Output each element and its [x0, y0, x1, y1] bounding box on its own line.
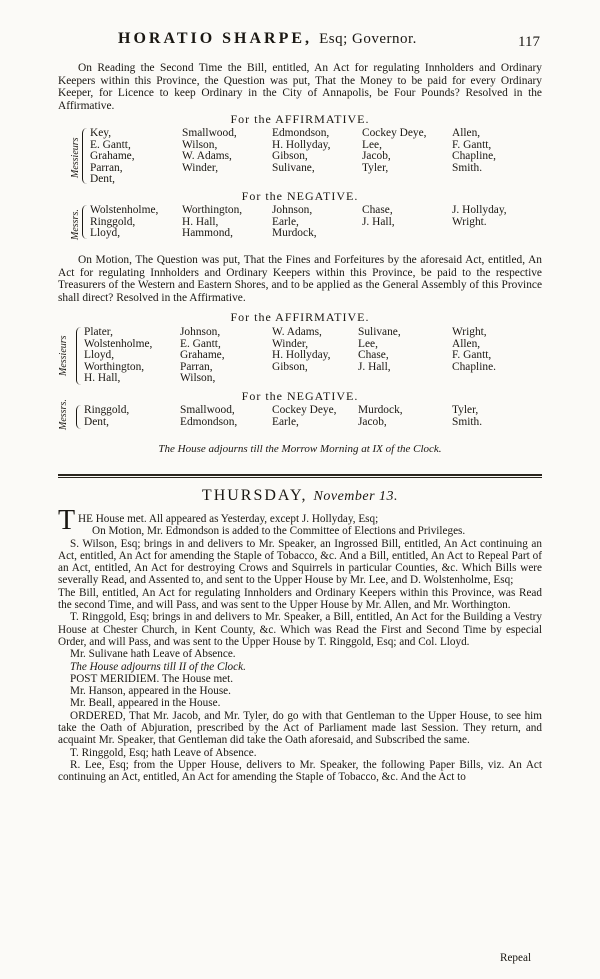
member-name: Chapline.	[452, 360, 496, 373]
proceeding-7: The House adjourns till II of the Clock.	[70, 660, 246, 673]
second-affirmative-column	[180, 327, 225, 385]
member-name: F. Gantt,	[452, 138, 492, 151]
member-name: Allen,	[452, 127, 481, 139]
member-name: H. Hall,	[182, 215, 219, 228]
member-name: Gibson,	[272, 360, 308, 373]
first-affirmative-column	[90, 128, 135, 186]
first-negative-names	[90, 205, 550, 241]
member-name: Cockey Deye,	[272, 404, 337, 416]
second-question-text: On Motion, The Question was put, That the Fines and Forfeitures by the aforesaid Act, entitled, An Act for regulating Innholders and Ordinary Keepers within this Province, be paid to the respective Treasurers of the Western and Eastern Shores, and to be applied as the General Assembly of this Province shall direct? Resolved in the Affirmative.	[58, 254, 542, 304]
member-name: Sulivane,	[272, 161, 315, 174]
section-rule-thin	[58, 477, 542, 478]
day-name: THURSDAY,	[201, 487, 308, 504]
member-name: Smith.	[452, 415, 483, 428]
second-negative-heading: For the NEGATIVE.	[241, 389, 359, 403]
member-name: W. Adams,	[182, 150, 232, 163]
member-name: Earle,	[272, 415, 299, 428]
member-name: Murdock,	[272, 227, 317, 240]
member-name: Cockey Deye,	[362, 127, 427, 139]
member-name: H. Hollyday,	[272, 138, 331, 151]
proceeding-3: S. Wilson, Esq; brings in and delivers to Mr. Speaker, an Ingrossed Bill, entitled, An Act continuing an Act, entitled, An Act for amending the Staple of Tobacco, &c. And a Bill, entitled, An Act to Repeal Part of an Act, entitled, An Act for destroying Crows and Squirrels in particular Counties, &c. Which Bills were severally Read, and Assented to, and sent to the Upper House by Mr. Lee, and D. Wolstenholme, Esq;	[58, 537, 542, 587]
member-name: Wilson,	[180, 372, 216, 385]
member-name: Lee,	[358, 337, 378, 350]
proceeding-12: T. Ringgold, Esq; hath Leave of Absence.	[70, 746, 257, 759]
member-name: Winder,	[182, 161, 219, 174]
second-negative-column	[272, 405, 337, 428]
first-negative-column	[272, 205, 317, 240]
member-name: Jacob,	[362, 150, 391, 163]
member-name: Smith.	[452, 161, 483, 174]
member-name: Murdock,	[358, 404, 403, 416]
first-negative-column	[90, 205, 158, 240]
first-affirmative-heading: For the AFFIRMATIVE.	[230, 112, 370, 126]
member-name: H. Hall,	[84, 372, 121, 385]
first-affirmative-column	[362, 128, 427, 174]
proceeding-2: On Motion, Mr. Edmondson is added to the Committee of Elections and Privileges.	[92, 525, 466, 538]
member-name: Chase,	[358, 349, 389, 362]
member-name: Dent,	[90, 173, 115, 186]
day-heading	[0, 487, 600, 505]
first-negative-label: Messrs.	[70, 209, 81, 240]
second-negative-brace	[76, 405, 83, 429]
member-name: Tyler,	[452, 404, 479, 416]
member-name: E. Gantt,	[180, 337, 221, 350]
member-name: Ringgold,	[84, 404, 130, 416]
second-affirmative-column	[452, 327, 496, 373]
member-name: Tyler,	[362, 161, 389, 174]
first-negative-heading: For the NEGATIVE.	[241, 189, 359, 203]
second-affirmative-column	[358, 327, 401, 373]
drop-cap: T	[58, 505, 76, 536]
member-name: Wolstenholme,	[84, 337, 153, 350]
member-name: Lloyd,	[90, 227, 121, 240]
member-name: Hammond,	[182, 227, 233, 240]
second-affirmative-names	[84, 327, 550, 387]
member-name: Worthington,	[182, 204, 243, 216]
member-name: J. Hollyday,	[452, 204, 507, 216]
member-name: Wright.	[452, 215, 487, 228]
second-negative-names	[84, 405, 550, 431]
member-name: Sulivane,	[358, 326, 401, 338]
member-name: F. Gantt,	[452, 349, 492, 362]
member-name: E. Gantt,	[90, 138, 131, 151]
second-affirmative-brace	[76, 327, 83, 385]
first-affirmative-column	[452, 128, 496, 174]
proceeding-9: Mr. Hanson, appeared in the House.	[70, 685, 231, 698]
second-affirmative-column	[272, 327, 330, 373]
first-negative-brace	[82, 205, 89, 239]
proceeding-10: Mr. Beall, appeared in the House.	[70, 697, 221, 710]
second-affirmative-heading: For the AFFIRMATIVE.	[230, 310, 370, 324]
proceeding-8: POST MERIDIEM. The House met.	[70, 672, 234, 685]
catchword: Repeal	[500, 952, 532, 964]
member-name: Dent,	[84, 415, 109, 428]
second-negative-column	[452, 405, 482, 428]
proceeding-6: Mr. Sulivane hath Leave of Absence.	[70, 648, 236, 661]
member-name: Lloyd,	[84, 349, 115, 362]
first-question-text: On Reading the Second Time the Bill, entitled, An Act for regulating Innholders and Ordinary Keepers within this Province, the Question was put, That the Money to be paid for every Ordinary Keeper, for Licence to keep Ordinary in the City of Annapolis, be Four Pounds? Resolved in the Affirmative.	[58, 62, 542, 112]
member-name: Edmondson,	[272, 127, 330, 139]
first-affirmative-brace	[82, 128, 89, 184]
page-number: 117	[518, 34, 540, 50]
member-name: J. Hall,	[358, 360, 391, 373]
second-affirmative-label: Messieurs	[58, 335, 69, 376]
member-name: Key,	[90, 127, 112, 139]
member-name: Chase,	[362, 204, 393, 216]
member-name: Wright,	[452, 326, 487, 338]
proceeding-1: HE House met. All appeared as Yesterday, except J. Hollyday, Esq;	[78, 513, 379, 525]
member-name: Earle,	[272, 215, 299, 228]
member-name: Wolstenholme,	[90, 204, 159, 216]
member-name: Johnson,	[272, 204, 313, 216]
first-negative-column	[362, 205, 395, 228]
running-head-name: HORATIO SHARPE,	[118, 30, 313, 47]
member-name: Winder,	[272, 337, 309, 350]
member-name: Worthington,	[84, 360, 145, 373]
first-affirmative-names	[90, 128, 550, 188]
second-negative-column	[358, 405, 403, 428]
second-negative-label: Messrs.	[58, 399, 69, 430]
first-affirmative-column	[182, 128, 237, 174]
second-negative-column	[84, 405, 129, 428]
second-negative-column	[180, 405, 237, 428]
member-name: Jacob,	[358, 415, 387, 428]
member-name: H. Hollyday,	[272, 349, 331, 362]
member-name: Parran,	[180, 360, 213, 373]
member-name: Johnson,	[180, 326, 221, 338]
member-name: Lee,	[362, 138, 382, 151]
proceeding-13: R. Lee, Esq; from the Upper House, delivers to Mr. Speaker, the following Paper Bills, viz. An Act continuing an Act, entitled, An Act for amending the Staple of Tobacco, &c. And the Act to	[58, 758, 542, 784]
proceeding-11: ORDERED, That Mr. Jacob, and Mr. Tyler, do go with that Gentleman to the Upper House, to see him take the Oath of Abjuration, prescribed by the Act of Parliament made last Session. They return, and acquaint Mr. Speaker, that Gentleman did take the Oath aforesaid, and Subscribed the same.	[58, 709, 542, 747]
proceeding-5: T. Ringgold, Esq; brings in and delivers to Mr. Speaker, a Bill, entitled, An Act for the Building a Vestry House at Chester Church, in Kent County, &c. Which was Read the First and Second Time by especial Order, and will Pass, and was sent to the Upper House by T. Ringgold, Esq; and Col. Lloyd.	[58, 611, 542, 648]
day-date: November 13.	[313, 489, 399, 504]
section-rule	[58, 474, 542, 476]
member-name: W. Adams,	[272, 326, 322, 338]
running-head-title: Esq; Governor.	[319, 31, 417, 47]
member-name: Allen,	[452, 337, 481, 350]
running-head	[118, 30, 548, 48]
first-negative-column	[452, 205, 507, 228]
thursday-proceedings	[58, 513, 542, 784]
first-affirmative-column	[272, 128, 330, 174]
member-name: Grahame,	[90, 150, 135, 163]
member-name: Gibson,	[272, 150, 308, 163]
first-negative-column	[182, 205, 242, 240]
member-name: Smallwood,	[180, 404, 235, 416]
member-name: Wilson,	[182, 138, 218, 151]
proceeding-4: The Bill, entitled, An Act for regulating Innholders and Ordinary Keepers within this Province, was Read the second Time, and will Pass, and was sent to the Upper House by Mr. Allen, and Mr. Worthington.	[58, 586, 542, 612]
member-name: Edmondson,	[180, 415, 238, 428]
member-name: Ringgold,	[90, 215, 136, 228]
member-name: Parran,	[90, 161, 123, 174]
member-name: Grahame,	[180, 349, 225, 362]
member-name: Smallwood,	[182, 127, 237, 139]
second-affirmative-column	[84, 327, 152, 385]
adjournment-note: The House adjourns till the Morrow Morning at IX of the Clock.	[158, 443, 442, 455]
first-affirmative-label: Messieurs	[70, 137, 81, 178]
member-name: Chapline,	[452, 150, 496, 163]
member-name: Plater,	[84, 326, 113, 338]
member-name: J. Hall,	[362, 215, 395, 228]
